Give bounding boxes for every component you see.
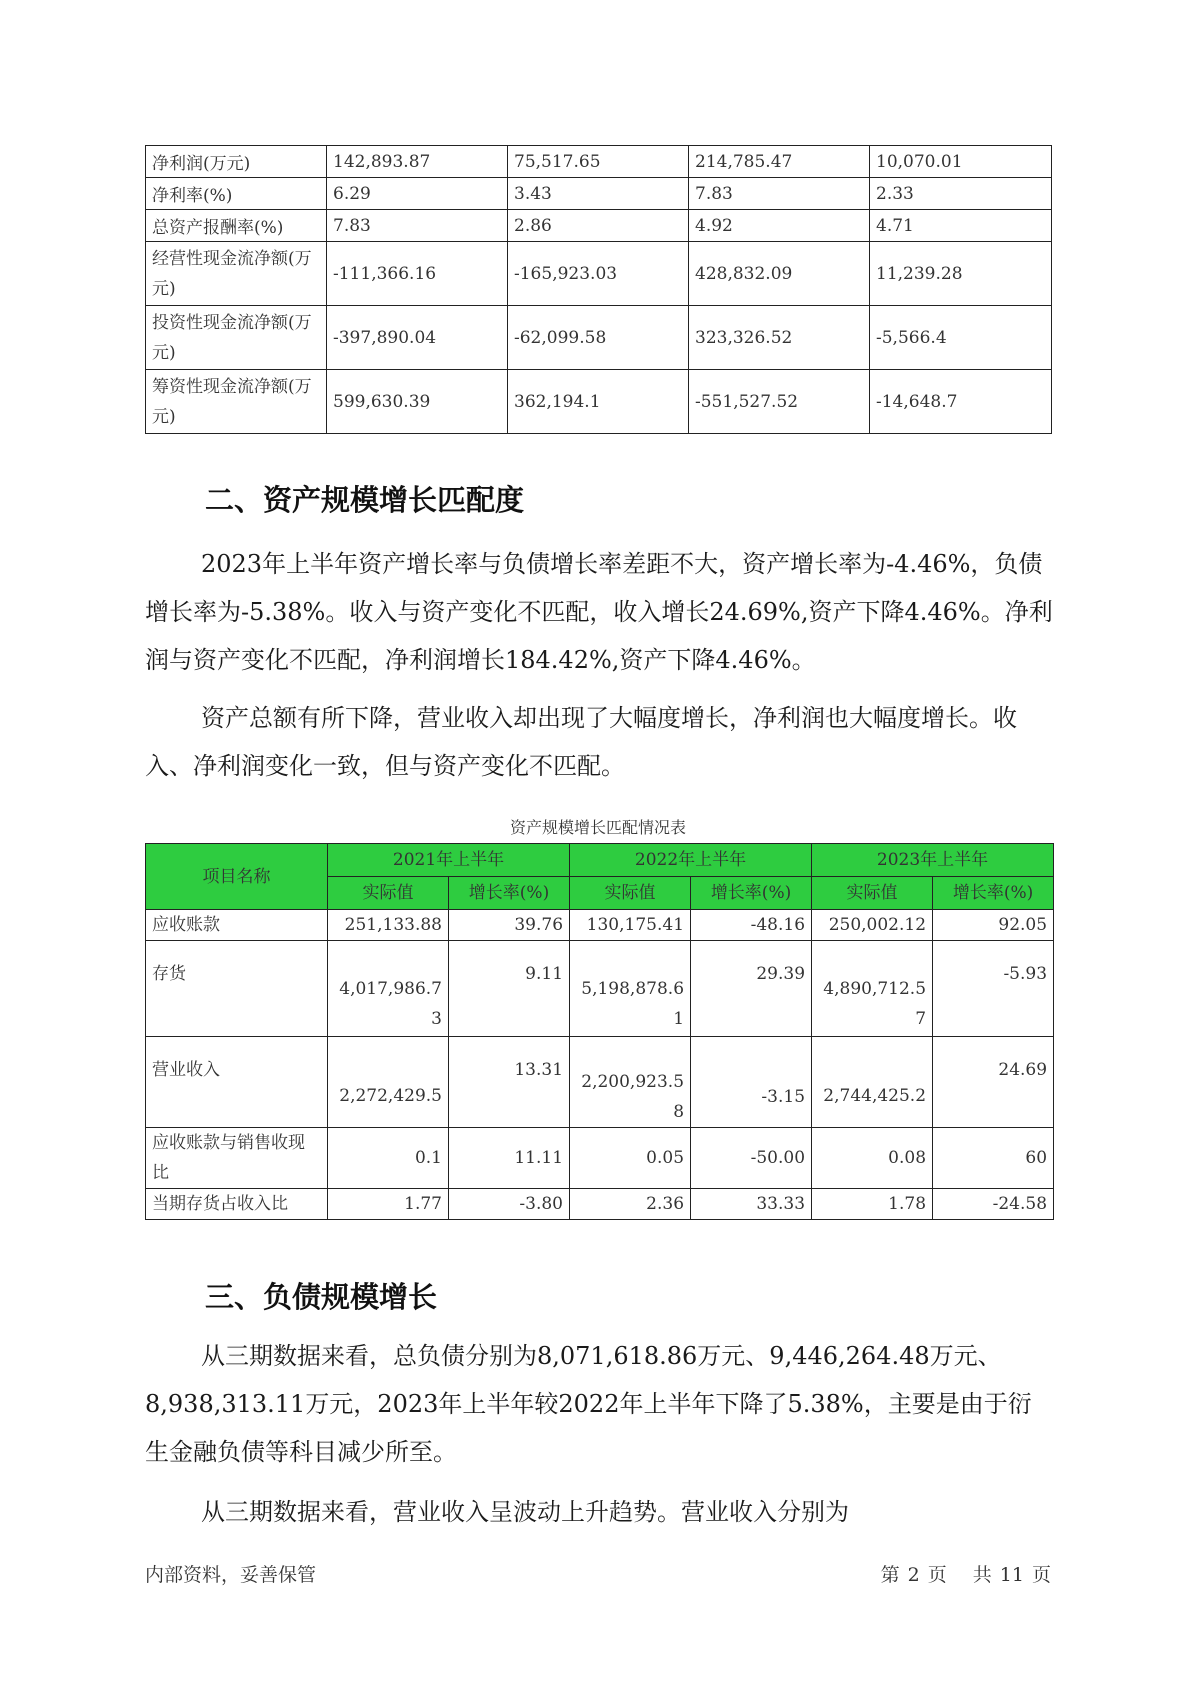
cell: -48.16 (691, 910, 812, 941)
table-row (146, 910, 1054, 941)
cell: 323,326.52 (689, 306, 870, 370)
cell: 11,239.28 (870, 242, 1052, 306)
footer-page-number (873, 1560, 1051, 1587)
cell: 142,893.87 (327, 146, 508, 178)
row-label: 经营性现金流净额(万元) (146, 242, 327, 306)
paragraph-text: 资产总额有所下降，营业收入却出现了大幅度增长，净利润也大幅度增长。收入、净利润变化一致，但与资产变化不匹配。 (145, 704, 1017, 780)
cell: 7.83 (689, 178, 870, 210)
cell: 0.08 (812, 1128, 933, 1189)
row-label: 应收账款 (146, 910, 328, 941)
cell: 10,070.01 (870, 146, 1052, 178)
row-label: 净利率(%) (146, 178, 327, 210)
table-row (146, 370, 1052, 434)
cell: 250,002.12 (812, 910, 933, 941)
cell: 428,832.09 (689, 242, 870, 306)
cell: 75,517.65 (508, 146, 689, 178)
total-num: 11 (999, 1564, 1024, 1586)
cell: 29.39 (691, 941, 812, 1037)
cell: 4.92 (689, 210, 870, 242)
cell: 3.43 (508, 178, 689, 210)
row-label: 营业收入 (146, 1037, 328, 1128)
header-row (146, 844, 1054, 877)
paragraph-text: 从三期数据来看，营业收入呈波动上升趋势。营业收入分别为 (201, 1498, 849, 1526)
header-growth: 增长率(%) (449, 877, 570, 910)
cell: 13.31 (449, 1037, 570, 1128)
table-row (146, 306, 1052, 370)
section-heading: 三、负债规模增长 (205, 1280, 438, 1314)
table-row (146, 210, 1052, 242)
cell: 1.77 (328, 1189, 449, 1220)
cell: 0.1 (328, 1128, 449, 1189)
row-label: 投资性现金流净额(万元) (146, 306, 327, 370)
cell: 214,785.47 (689, 146, 870, 178)
cell: 130,175.41 (570, 910, 691, 941)
cell: 60 (933, 1128, 1054, 1189)
table-row (146, 941, 1054, 1037)
cell: 11.11 (449, 1128, 570, 1189)
cell: -5,566.4 (870, 306, 1052, 370)
cell: 2,200,923.58 (570, 1037, 691, 1128)
paragraph-text: 2023年上半年资产增长率与负债增长率差距不大，资产增长率为-4.46%，负债增长率为-5.38%。收入与资产变化不匹配，收入增长24.69%,资产下降4.46%。净利润与资产变化不匹配，净利润增长184.42%,资产下降4.46%。 (145, 550, 1053, 674)
header-item-name: 项目名称 (146, 844, 328, 910)
cell: 33.33 (691, 1189, 812, 1220)
cell: -5.93 (933, 941, 1054, 1037)
header-period: 2022年上半年 (570, 844, 812, 877)
cell: -3.15 (691, 1037, 812, 1128)
cell: 2,744,425.2 (812, 1037, 933, 1128)
cell: 2,272,429.5 (328, 1037, 449, 1128)
row-label: 当期存货占收入比 (146, 1189, 328, 1220)
total-prefix: 共 (972, 1564, 992, 1586)
page-num: 2 (907, 1564, 920, 1586)
table-row (146, 146, 1052, 178)
cell: 6.29 (327, 178, 508, 210)
cell: 2.86 (508, 210, 689, 242)
header-actual: 实际值 (328, 877, 449, 910)
paragraph (145, 694, 1055, 790)
cell: -551,527.52 (689, 370, 870, 434)
cell: -62,099.58 (508, 306, 689, 370)
paragraph-text: 从三期数据来看，总负债分别为8,071,618.86万元、9,446,264.48万元、8,938,313.11万元，2023年上半年较2022年上半年下降了5.38%，主要是由于衍生金融负债等科目减少所至。 (145, 1342, 1032, 1466)
paragraph (145, 1332, 1055, 1476)
cell: 2.36 (570, 1189, 691, 1220)
table-row (146, 242, 1052, 306)
cell: -24.58 (933, 1189, 1054, 1220)
cell: 362,194.1 (508, 370, 689, 434)
header-period: 2021年上半年 (328, 844, 570, 877)
row-label: 总资产报酬率(%) (146, 210, 327, 242)
cell: -14,648.7 (870, 370, 1052, 434)
page-mid: 页 (927, 1564, 947, 1586)
cell: 7.83 (327, 210, 508, 242)
cell: 92.05 (933, 910, 1054, 941)
row-label: 净利润(万元) (146, 146, 327, 178)
cell: 4.71 (870, 210, 1052, 242)
table-row (146, 1037, 1054, 1128)
cell: 2.33 (870, 178, 1052, 210)
header-period: 2023年上半年 (812, 844, 1054, 877)
cell: 39.76 (449, 910, 570, 941)
table-caption: 资产规模增长匹配情况表 (509, 818, 686, 837)
row-label: 应收账款与销售收现比 (146, 1128, 328, 1189)
cell: -3.80 (449, 1189, 570, 1220)
cell: 4,017,986.73 (328, 941, 449, 1037)
table-row (146, 178, 1052, 210)
section-heading: 二、资产规模增长匹配度 (205, 483, 525, 517)
footer-confidential-note: 内部资料，妥善保管 (145, 1564, 317, 1586)
table-row (146, 1189, 1054, 1220)
cell: 5,198,878.61 (570, 941, 691, 1037)
cell: 1.78 (812, 1189, 933, 1220)
row-label: 筹资性现金流净额(万元) (146, 370, 327, 434)
cell: 0.05 (570, 1128, 691, 1189)
header-growth: 增长率(%) (691, 877, 812, 910)
row-label: 存货 (146, 941, 328, 1037)
total-suffix: 页 (1031, 1564, 1051, 1586)
cell: 4,890,712.57 (812, 941, 933, 1037)
header-actual: 实际值 (812, 877, 933, 910)
paragraph (145, 1488, 1055, 1536)
cell: 599,630.39 (327, 370, 508, 434)
cell: -111,366.16 (327, 242, 508, 306)
financial-indicators-table (145, 145, 1052, 434)
page-prefix: 第 (880, 1564, 900, 1586)
cell: 9.11 (449, 941, 570, 1037)
cell: -50.00 (691, 1128, 812, 1189)
cell: 251,133.88 (328, 910, 449, 941)
header-growth: 增长率(%) (933, 877, 1054, 910)
cell: -165,923.03 (508, 242, 689, 306)
paragraph (145, 540, 1055, 684)
cell: 24.69 (933, 1037, 1054, 1128)
header-actual: 实际值 (570, 877, 691, 910)
asset-growth-match-table (145, 843, 1054, 1220)
cell: -397,890.04 (327, 306, 508, 370)
table-row (146, 1128, 1054, 1189)
